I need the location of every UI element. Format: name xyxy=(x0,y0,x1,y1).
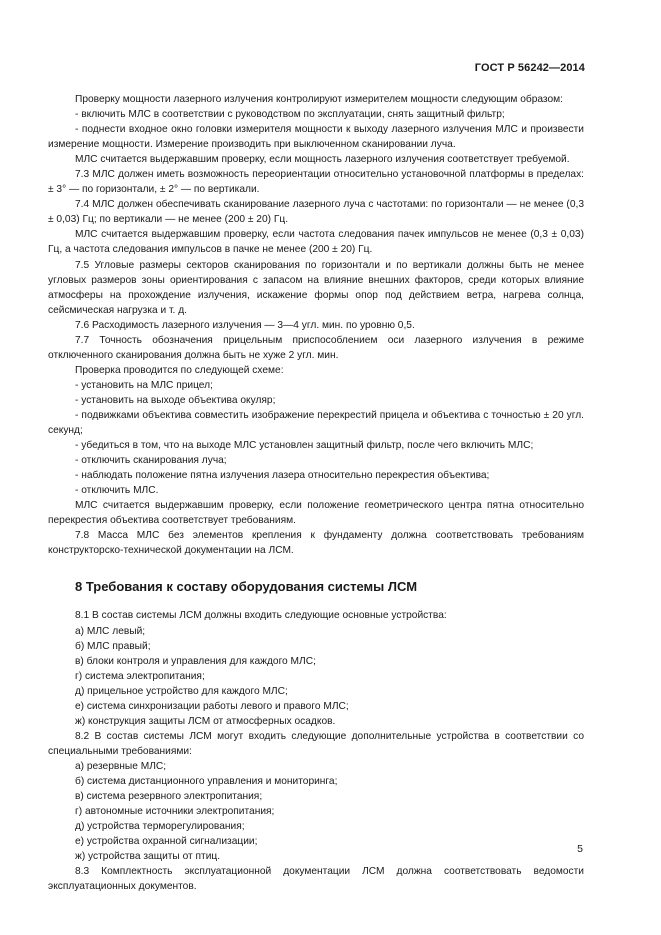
list-item: - отключить сканирования луча; xyxy=(75,455,227,467)
list-item: б) система дистанционного управления и мониторинга; xyxy=(75,775,338,787)
list-item: е) устройства охранной сигнализации; xyxy=(75,836,258,848)
list-item: - включить МЛС в соответствии с руководством по эксплуатации, снять защитный фильтр; xyxy=(75,109,505,121)
paragraph: 7.4 МЛС должен обеспечивать сканирование лазерного луча с частотами: по горизонтали — не менее (0,3 ± 0,03) Гц; по вертикали — не менее (200 ± 20) Гц. xyxy=(48,199,584,226)
paragraph: 7.8 Масса МЛС без элементов крепления к фундаменту должна соответствовать требованиям конструкторско-технической документации на ЛСМ. xyxy=(48,530,584,557)
paragraph: 8.2 В состав системы ЛСМ могут входить следующие дополнительные устройства в соответствии со специальными требованиями: xyxy=(48,730,584,757)
list-item: ж) устройства защиты от птиц. xyxy=(75,851,221,863)
document-body xyxy=(48,92,584,894)
paragraph: 8.3 Комплектность эксплуатационной документации ЛСМ должна соответствовать ведомости эксплуатационных документов. xyxy=(48,866,584,893)
list-item: г) автономные источники электропитания; xyxy=(75,806,275,818)
list-item: ж) конструкция защиты ЛСМ от атмосферных осадков. xyxy=(75,715,336,727)
list-item: в) система резервного электропитания; xyxy=(75,791,263,803)
paragraph: 7.5 Угловые размеры секторов сканирования по горизонтали и по вертикали должны быть не менее угловых размеров зоны ориентирования с запасом на влияние внешних факторов, среди которых влияние атмосферы на прохождение излучения, искажение формы опор под действием ветра, нагрева солнца, сейсмическая нагрузка и т. д. xyxy=(48,259,584,316)
paragraph: МЛС считается выдержавшим проверку, если мощность лазерного излучения соответствует требуемой. xyxy=(75,154,570,166)
page-number: 5 xyxy=(577,843,583,855)
list-item: - подвижками объектива совместить изображение перекрестий прицела и объектива с точностью ± 20 угл. секунд; xyxy=(48,409,584,437)
paragraph: МЛС считается выдержавшим проверку, если положение геометрического центра пятна относительно перекрестия объектива соответствует требованиям. xyxy=(48,500,584,527)
section-8-heading: 8 Требования к составу оборудования системы ЛСМ xyxy=(75,579,418,595)
paragraph: Проверка проводится по следующей схеме: xyxy=(75,364,284,376)
list-item: - убедиться в том, что на выходе МЛС установлен защитный фильтр, после чего включить МЛС; xyxy=(75,440,534,452)
list-item: - наблюдать положение пятна излучения лазера относительно перекрестия объектива; xyxy=(75,470,490,482)
list-item: д) прицельное устройство для каждого МЛС; xyxy=(75,685,288,697)
list-item: - установить на МЛС прицел; xyxy=(75,379,213,391)
list-item: а) МЛС левый; xyxy=(75,625,146,637)
list-item: в) блоки контроля и управления для каждого МЛС; xyxy=(75,655,316,667)
list-item: - отключить МЛС. xyxy=(75,485,159,497)
section-7-body xyxy=(48,92,584,558)
paragraph: 7.7 Точность обозначения прицельным приспособлением оси лазерного излучения в режиме отключенного сканирования должна быть не хуже 2 угл. мин. xyxy=(48,334,584,361)
paragraph: 7.6 Расходимость лазерного излучения — 3—4 угл. мин. по уровню 0,5. xyxy=(75,319,415,331)
list-item: б) МЛС правый; xyxy=(75,640,151,652)
list-item: - установить на выходе объектива окуляр; xyxy=(75,394,276,406)
section-8-body xyxy=(48,608,584,894)
paragraph: 7.3 МЛС должен иметь возможность переориентации относительно установочной платформы в пределах: ± 3° — по горизонтали, ± 2° — по вертикали. xyxy=(48,169,584,196)
list-item: г) система электропитания; xyxy=(75,670,205,682)
paragraph: МЛС считается выдержавшим проверку, если частота следования пачек импульсов не менее (0,3 ± 0,03) Гц, а частота следования импульсов в пачке не менее (200 ± 20) Гц. xyxy=(48,229,584,256)
list-item: а) резервные МЛС; xyxy=(75,760,167,772)
paragraph: 8.1 В состав системы ЛСМ должны входить следующие основные устройства: xyxy=(75,610,447,622)
list-item: - поднести входное окно головки измерителя мощности к выходу лазерного излучения МЛС и произвести измерение мощности. Измерение производить при выключенном сканировании луча. xyxy=(48,124,584,151)
document-header: ГОСТ Р 56242—2014 xyxy=(474,62,585,74)
paragraph: Проверку мощности лазерного излучения контролируют измерителем мощности следующим образом: xyxy=(75,94,563,105)
list-item: е) система синхронизации работы левого и правого МЛС; xyxy=(75,700,349,712)
list-item: д) устройства терморегулирования; xyxy=(75,821,245,833)
